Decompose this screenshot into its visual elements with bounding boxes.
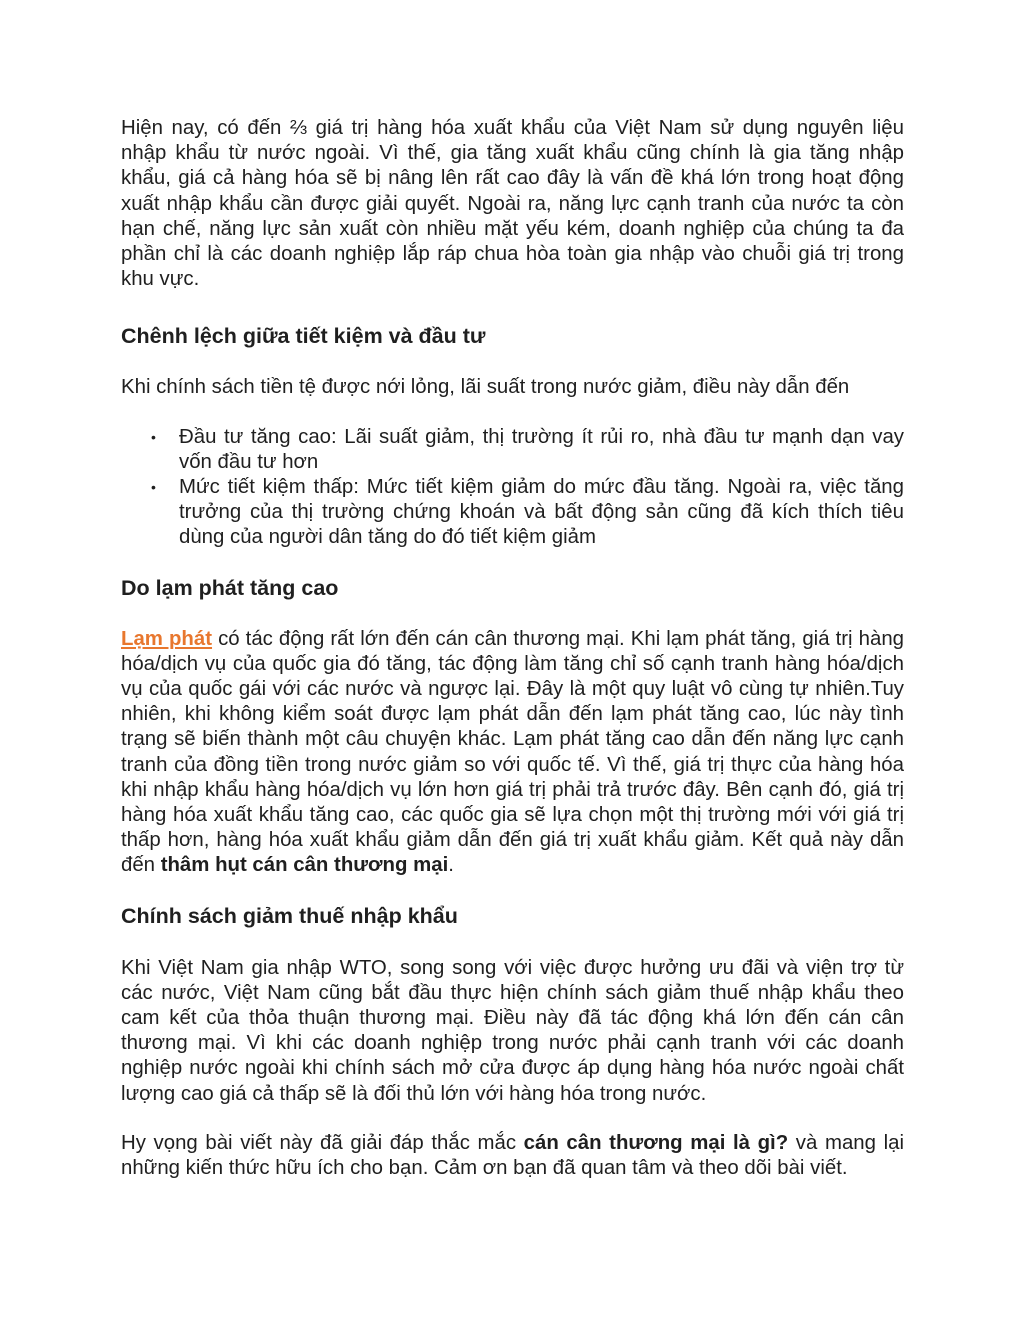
closing-bold-question: cán cân thương mại là gì? [523,1131,789,1154]
intro-paragraph: Hiện nay, có đến ⅔ giá trị hàng hóa xuất khẩu của Việt Nam sử dụng nguyên liệu nhập khẩu từ nước ngoài. Vì thế, gia tăng xuất khẩu cũng chính là gia tăng nhập khẩu, giá cả hàng hóa sẽ bị nâng lên rất cao đây là vấn đề khá lớn trong hoạt động xuất nhập khẩu cần được giải quyết. Ngoài ra, năng lực cạnh tranh của nước ta còn hạn chế, năng lực sản xuất còn nhiều mặt yếu kém, doanh nghiệp của chúng ta đa phần chỉ là các doanh nghiệp lắp ráp chua hòa toàn gia nhập vào chuỗi giá trị trong khu vực. [121,117,904,291]
closing-end-text: và mang lại những kiến thức hữu ích cho bạn. Cảm ơn bạn đã quan tâm và theo dõi bài viết. [121,1131,904,1180]
heading-savings-investment: Chênh lệch giữa tiết kiệm và đầu tư [121,324,486,349]
heading-import-tax: Chính sách giảm thuế nhập khẩu [121,903,458,928]
inflation-body-text: có tác động rất lớn đến cán cân thương mại. Khi lạm phát tăng, giá trị hàng hóa/dịch vụ của quốc gia đó tăng, tác động làm tăng chỉ số cạnh tranh hàng hóa/dịch vụ của quốc gái với các nước và ngược lại. Đây là một quy luật vô cùng tự nhiên.Tuy nhiên, khi không kiểm soát được lạm phát dẫn đến lạm phát tăng cao, lúc này tình trạng sẽ biến thành một câu chuyện khác. Lạm phát tăng cao dẫn đến năng lực cạnh tranh của đồng tiền trong nước giảm so với quốc tế. Vì thế, giá trị thực của hàng hóa khi nhập khẩu hàng hóa/dịch vụ lớn hơn giá trị phải trả trước đây. Bên cạnh đó, giá trị hàng hóa xuất khẩu tăng cao, các quốc gia sẽ lựa chọn một thị trường mới với giá trị thấp hơn, hàng hóa xuất khẩu giảm dẫn đến giá trị xuất khẩu giảm. Kết quả này dẫn đến [121,627,904,877]
bullet-icon: • [151,428,156,445]
closing-paragraph [121,1131,904,1181]
inflation-paragraph [121,627,904,879]
trade-deficit-bold: thâm hụt cán cân thương mại [160,854,449,877]
list-item [121,475,904,551]
heading-inflation: Do lạm phát tăng cao [121,575,339,600]
effects-bullet-list [121,425,904,551]
bullet-text-savings: Mức tiết kiệm thấp: Mức tiết kiệm giảm do mức đầu tăng. Ngoài ra, việc tăng trưởng của thị trường chứng khoán và bất động sản cũng đã kích thích tiêu dùng của người dân tăng do đó tiết kiệm giảm [179,476,904,549]
inflation-end-text: . [448,854,454,877]
bullet-text-investment: Đầu tư tăng cao: Lãi suất giảm, thị trường ít rủi ro, nhà đầu tư mạnh dạn vay vốn đầu tư hơn [179,425,904,473]
document-page [121,116,904,1181]
list-item [121,425,904,475]
inflation-link[interactable]: Lạm phát [121,627,213,650]
import-tax-paragraph: Khi Việt Nam gia nhập WTO, song song với việc được hưởng ưu đãi và viện trợ từ các nước, Việt Nam cũng bắt đầu thực hiện chính sách giảm thuế nhập khẩu theo cam kết của thỏa thuận thương mại. Điều này đã tác động khá lớn đến cán cân thương mại. Vì khi các doanh nghiệp trong nước phải cạnh tranh với các doanh nghiệp nước ngoài khi chính sách mở cửa được áp dụng hàng hóa nước ngoài chất lượng cao giá cả thấp sẽ là đối thủ lớn với hàng hóa trong nước. [121,956,904,1105]
closing-start-text: Hy vọng bài viết này đã giải đáp thắc mắc [121,1131,524,1154]
bullet-icon: • [151,479,156,496]
monetary-policy-paragraph: Khi chính sách tiền tệ được nới lỏng, lãi suất trong nước giảm, điều này dẫn đến [121,376,850,399]
